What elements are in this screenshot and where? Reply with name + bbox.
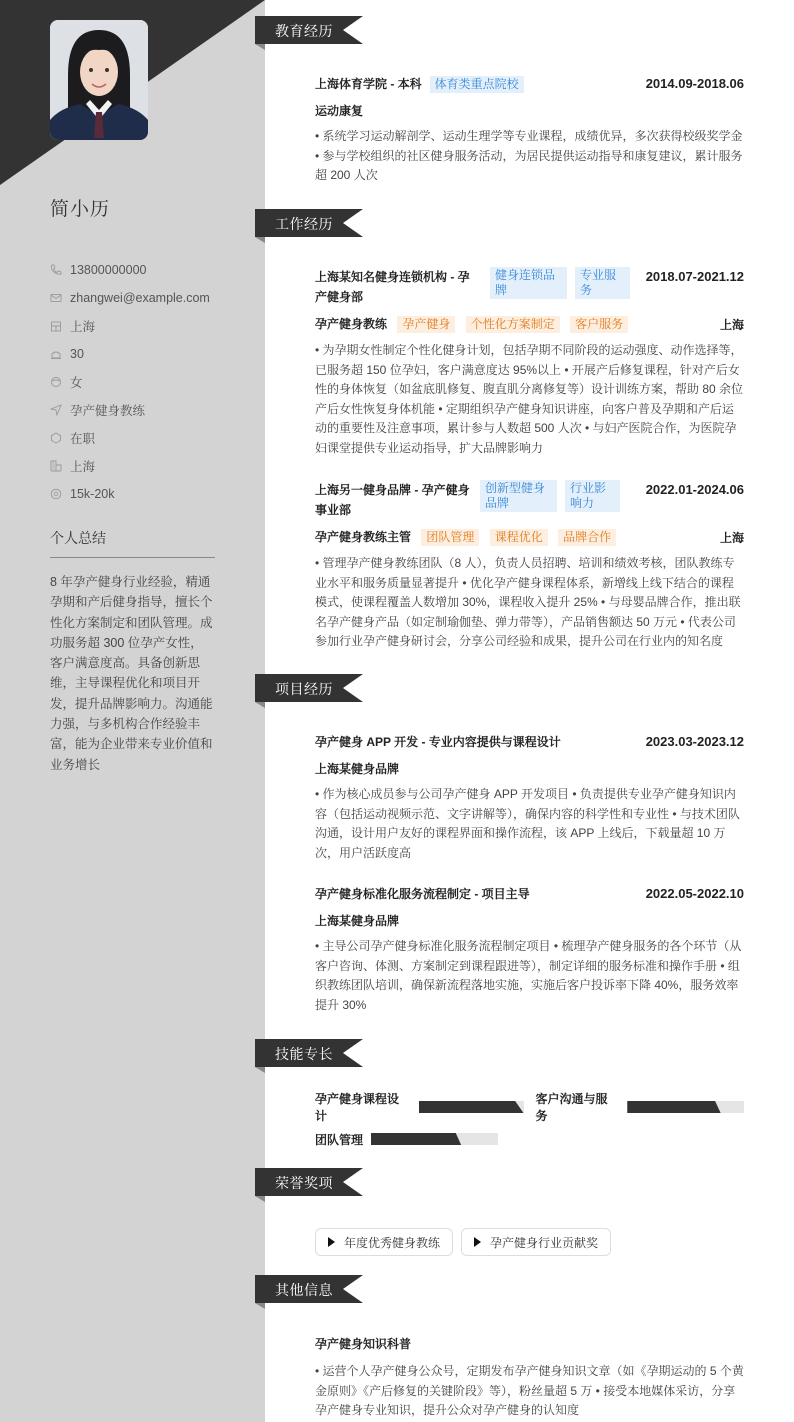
section-header: [255, 1275, 363, 1303]
date-range: 2018.07-2021.12: [645, 269, 744, 284]
award-label: 年度优秀健身教练: [344, 1235, 441, 1250]
section-header: [255, 209, 363, 237]
description-line: • 参与学校组织的社区健身服务活动，为居民提供运动指导和康复建议，累计服务超 200 人次: [315, 148, 743, 182]
play-icon: [474, 1237, 481, 1247]
contact-job: [50, 396, 250, 424]
phone-icon: [50, 264, 62, 276]
contact-status-value: 在职: [70, 432, 96, 446]
job-role: 孕产健身教练: [315, 317, 388, 331]
home-icon: [50, 320, 62, 332]
education-item: [315, 74, 744, 186]
skill-bar: [371, 1133, 498, 1145]
section-skills: [255, 1039, 794, 1147]
awards-list: [315, 1228, 744, 1256]
age-icon: [50, 348, 62, 360]
section-title: 技能专长: [275, 1046, 333, 1062]
company-name: 上海某知名健身连锁机构 - 孕产健身部: [315, 270, 470, 304]
work-item: [315, 267, 744, 458]
section-header: [255, 1168, 363, 1196]
award-chip: [461, 1228, 611, 1256]
job-icon: [50, 404, 62, 416]
project-item: [315, 732, 744, 863]
school-tag: 体育类重点院校: [430, 76, 524, 93]
date-range: 2014.09-2018.06: [645, 76, 744, 91]
contact-age-value: 30: [70, 347, 84, 361]
section-projects: [255, 674, 794, 1012]
other-title: 孕产健身知识科普: [315, 1337, 412, 1351]
section-work: [255, 209, 794, 648]
contact-email-value: zhangwei@example.com: [70, 291, 210, 305]
section-header: [255, 16, 363, 44]
gender-icon: [50, 376, 62, 388]
project-org: 上海某健身品牌: [315, 762, 400, 776]
company-name: 上海另一健身品牌 - 孕产健身事业部: [315, 483, 470, 517]
contact-email: [50, 284, 250, 312]
summary-title: 个人总结: [50, 528, 215, 558]
role-tag: 客户服务: [570, 316, 628, 333]
contact-job-value: 孕产健身教练: [70, 404, 146, 418]
project-description: • 作为核心成员参与公司孕产健身 APP 开发项目 • 负责提供专业孕产健身知识内容（包括运动视频示范、文字讲解等），确保内容的科学性和专业性 • 与技术团队沟通，设计用户友好的课程界面和操作流程，该 APP 上线后，下载量超 10 万次，用户活跃度高: [315, 787, 740, 860]
job-location: 上海: [719, 530, 744, 545]
contact-home-value: 上海: [70, 320, 96, 334]
company-tag: 创新型健身品牌: [480, 480, 557, 512]
section-title: 其他信息: [275, 1282, 333, 1298]
date-range: 2023.03-2023.12: [645, 734, 744, 749]
role-tag: 团队管理: [421, 529, 479, 546]
section-title: 荣誉奖项: [275, 1175, 333, 1191]
section-header: [255, 1039, 363, 1067]
project-name: 孕产健身标准化服务流程制定 - 项目主导: [315, 887, 530, 901]
section-title: 工作经历: [275, 216, 333, 232]
contact-salary: [50, 480, 250, 508]
other-description: • 运营个人孕产健身公众号，定期发布孕产健身知识文章（如《孕期运动的 5 个黄金原则》《产后修复的关键阶段》等），粉丝量超 5 万 • 接受本地媒体采访，分享孕产健身专业知识，提升公众对孕产健身的认知度: [315, 1364, 744, 1417]
contact-status: [50, 424, 250, 452]
work-item: [315, 480, 744, 652]
skill-name: 团队管理: [315, 1132, 364, 1147]
status-icon: [50, 432, 62, 444]
contact-phone: [50, 256, 250, 284]
skill-bar-fill: [371, 1133, 461, 1145]
company-tag: 专业服务: [575, 267, 630, 299]
date-range: 2022.05-2022.10: [645, 886, 744, 901]
project-name: 孕产健身 APP 开发 - 专业内容提供与课程设计: [315, 735, 561, 749]
city-icon: [50, 460, 62, 472]
section-header: [255, 674, 363, 702]
project-org: 上海某健身品牌: [315, 914, 400, 928]
contact-list: [50, 256, 250, 508]
contact-salary-value: 15k-20k: [70, 487, 115, 501]
contact-phone-value: 13800000000: [70, 263, 147, 277]
mail-icon: [50, 292, 62, 304]
skill-bar: [419, 1101, 524, 1113]
contact-gender-value: 女: [70, 376, 83, 390]
section-other: [255, 1275, 794, 1417]
section-awards: [255, 1168, 794, 1250]
sidebar: [0, 0, 265, 1422]
job-location: 上海: [719, 317, 744, 332]
profile-name: 简小历: [50, 199, 111, 220]
section-title: 项目经历: [275, 681, 333, 697]
date-range: 2022.01-2024.06: [645, 482, 744, 497]
summary-text: 8 年孕产健身行业经验，精通孕期和产后健身指导，擅长个性化方案制定和团队管理。成功服务超 300 位孕产女性，客户满意度高。具备创新思维，主导课程优化和项目开发，提升品牌影响力。沟通能力强，与多机构合作经验丰富，能为企业带来专业价值和业务增长: [50, 575, 213, 772]
contact-age: [50, 340, 250, 368]
description-line: • 系统学习运动解剖学、运动生理学等专业课程，成绩优异，多次获得校级奖学金: [315, 129, 743, 143]
salary-icon: [50, 488, 62, 500]
contact-city-value: 上海: [70, 460, 96, 474]
role-tag: 个性化方案制定: [466, 316, 560, 333]
other-item: [315, 1335, 744, 1421]
company-tag: 行业影响力: [565, 480, 620, 512]
avatar: [50, 20, 148, 140]
skill-bar: [627, 1101, 744, 1113]
section-title: 教育经历: [275, 23, 333, 39]
job-description: • 管理孕产健身教练团队（8 人），负责人员招聘、培训和绩效考核，团队教练专业水平和服务质量显著提升 • 优化孕产健身课程体系，新增线上线下结合的课程模式，使课程覆盖人数增加 30%，课程收入提升 25% • 与母婴品牌合作，推出联名孕产健身产品（如定制瑜伽垫、弹力带等），产品销售额达 50 万元 • 代表公司参加行业孕产健身研讨会，分享公司经验和成果，提升公司在行业内的知名度: [315, 556, 741, 648]
play-icon: [328, 1237, 335, 1247]
job-role: 孕产健身教练主管: [315, 530, 412, 544]
company-tag: 健身连锁品牌: [490, 267, 567, 299]
contact-gender: [50, 368, 250, 396]
major: 运动康复: [315, 104, 364, 118]
skill-name: 孕产健身课程设计: [315, 1092, 400, 1123]
role-tag: 品牌合作: [558, 529, 616, 546]
project-description: • 主导公司孕产健身标准化服务流程制定项目 • 梳理孕产健身服务的各个环节（从客户咨询、体测、方案制定到课程跟进等），制定详细的服务标准和操作手册 • 组织教练团队培训，确保新流程落地实施，实施后客户投诉率下降 40%，服务效率提升 30%: [315, 939, 742, 1012]
section-education: [255, 16, 794, 182]
award-label: 孕产健身行业贡献奖: [490, 1235, 599, 1250]
contact-city: [50, 452, 250, 480]
role-tag: 课程优化: [490, 529, 548, 546]
award-chip: [315, 1228, 453, 1256]
job-description: • 为孕期女性制定个性化健身计划，包括孕期不同阶段的运动强度、动作选择等，已服务超 150 位孕妇，客户满意度达 95%以上 • 开展产后修复课程，针对产后女性的身体恢复（如盆底肌修复、腹直肌分离修复等）设计训练方案，帮助 80 余位产后女性恢复身体机能 • 定期组织孕产健身知识讲座，向客户普及孕期和产后运动的重要性及注意事项，累计参与人数超 500 人次 • 与妇产医院合作，为医院孕妇课堂提供专业运动指导，扩大品牌影响力: [315, 343, 744, 455]
skill-bar-fill: [419, 1101, 524, 1113]
skill-name: 客户沟通与服务: [535, 1092, 608, 1123]
project-item: [315, 884, 744, 1015]
skill-bar-fill: [627, 1101, 720, 1113]
contact-home: [50, 312, 250, 340]
role-tag: 孕产健身: [397, 316, 455, 333]
school-name: 上海体育学院 - 本科: [315, 77, 422, 91]
skills-list: [315, 1092, 744, 1147]
